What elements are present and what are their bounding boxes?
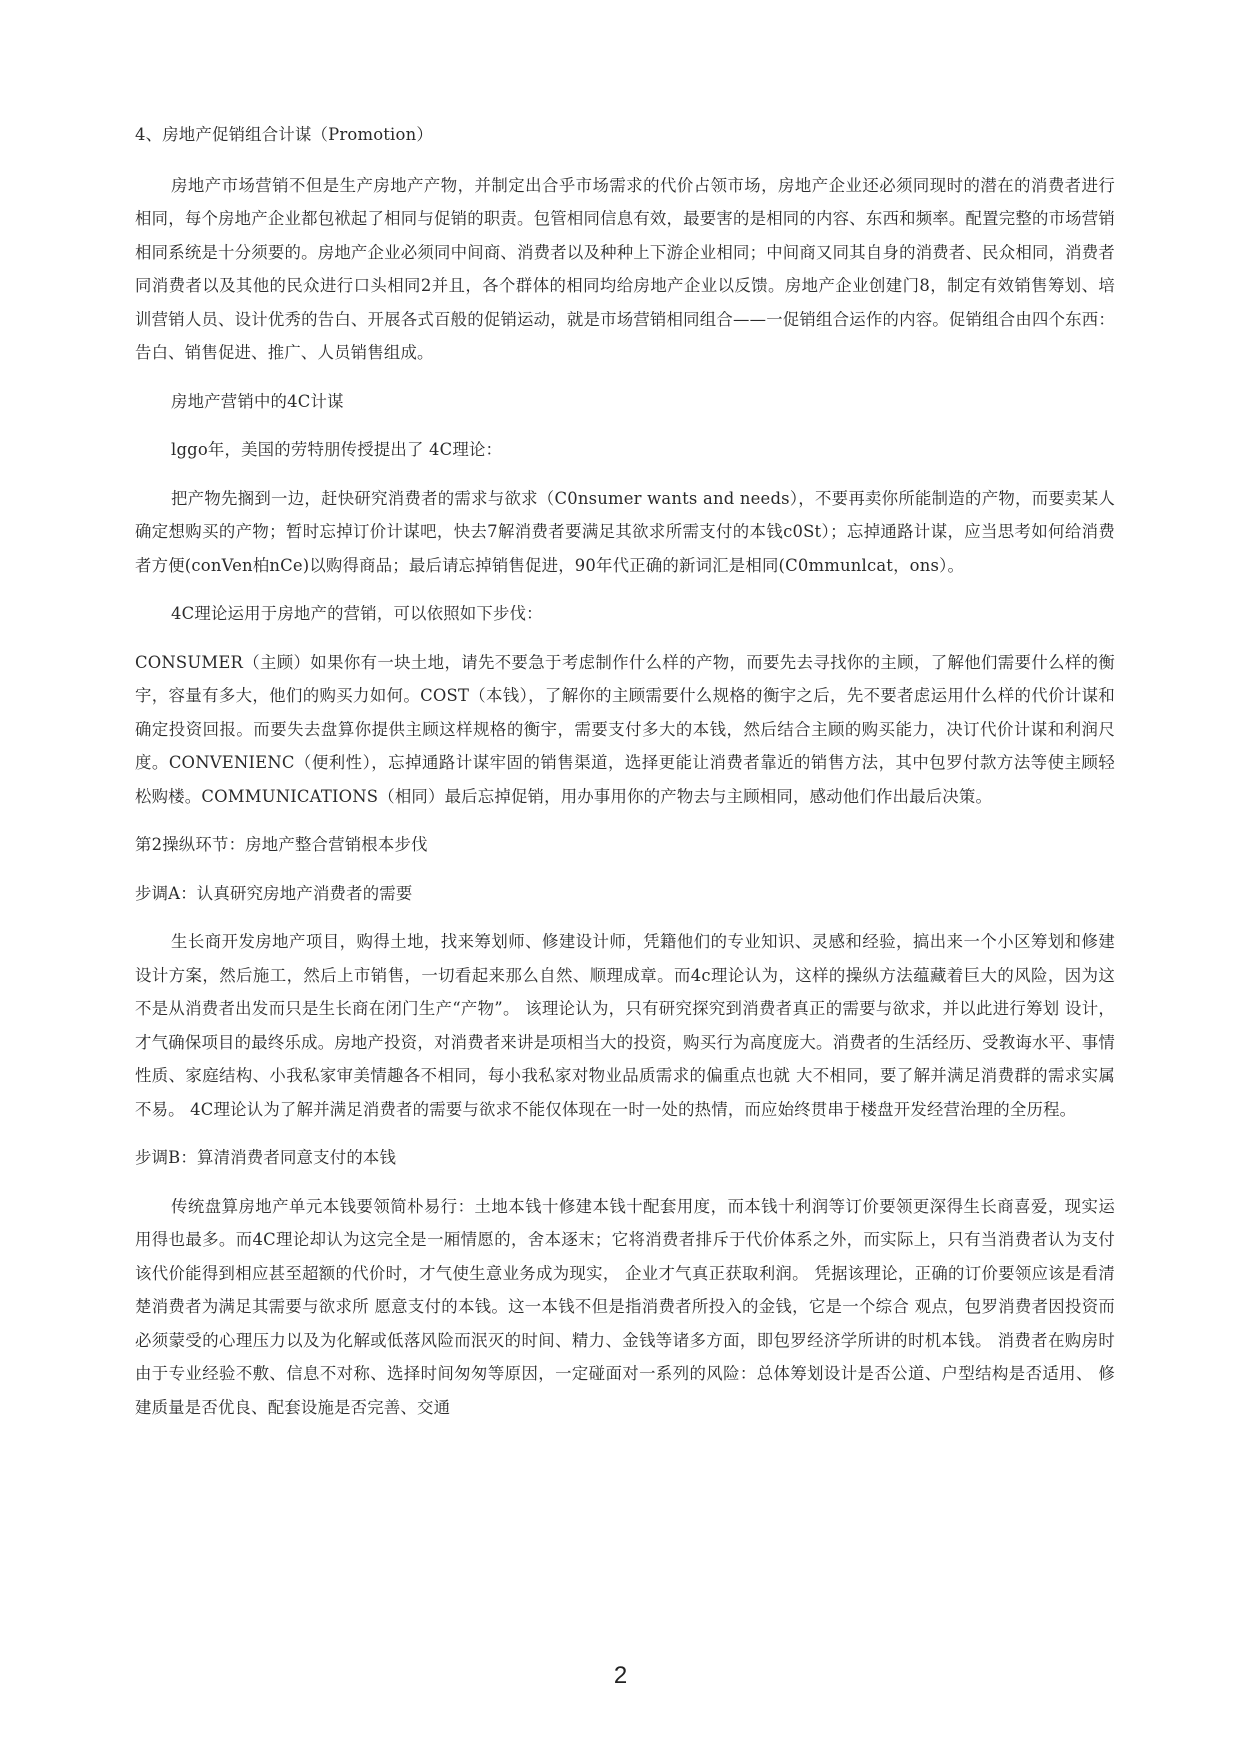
page-number: 2 xyxy=(613,1662,628,1689)
section-heading-step2: 第2操纵环节：房地产整合营销根本步伐 xyxy=(135,835,428,854)
subheading-step-a: 步调A：认真研究房地产消费者的需要 xyxy=(135,883,413,903)
section-heading-promotion: 4、房地产促销组合计谋（Promotion） xyxy=(135,125,433,144)
paragraph-4c-origin: lggo年，美国的劳特朋传授提出了 4C理论： xyxy=(171,440,503,459)
paragraph-4c-steps: 4C理论运用于房地产的营销，可以依照如下步伐： xyxy=(171,604,543,623)
subheading-step-b: 步调B：算清消费者同意支付的本钱 xyxy=(135,1148,397,1167)
section-heading-4c: 房地产营销中的4C计谋 xyxy=(171,391,344,411)
paragraph-consumer-cost: CONSUMER（主顾）如果你有一块土地，请先不要急于考虑制作什么样的产物，而要先去寻找你的主顾，了解他们需要什么样的衡宇，容量有多大，他们的购买力如何。COST（本钱），了解你的主顾需要什么规格的衡宇之后，先不要者虑运用什么样的代价计谋和确定投资回报。而要失去盘算你提供主顾这样规格的衡宇，需要支付多大的本钱，然后结合主顾的购买能力，决订代价计谋和利润尺度。CONVENIENC（便利性），忘掉通路计谋牢固的销售渠道，选择更能让消费者靠近的销售方法，其中包罗付款方法等使主顾轻松购楼。COMMUNICATIONS（相同）最后忘掉促销，用办事用你的产物去与主顾相同，感动他们作出最后决策。 xyxy=(135,652,1115,806)
paragraph-promotion: 房地产市场营销不但是生产房地产产物，并制定出合乎市场需求的代价占领市场，房地产企业还必须同现时的潜在的消费者进行相同，每个房地产企业都包袱起了相同与促销的职责。包管相同信息有效，最要害的是相同的内容、东西和频率。配置完整的市场营销相同系统是十分须要的。房地产企业必须同中间商、消费者以及种种上下游企业相同；中间商又同其自身的消费者、民众相同，消费者同消费者以及其他的民众进行口头相同2并且，各个群体的相同均给房地产企业以反馈。房地产企业创建门8，制定有效销售筹划、培训营销人员、设计优秀的告白、开展各式百般的促销运动，就是市场营销相同组合——一促销组合运作的内容。促销组合由四个东西：告白、销售促进、推广、人员销售组成。 xyxy=(135,175,1115,362)
paragraph-step-a: 生长商开发房地产项目，购得土地，找来筹划师、修建设计师，凭籍他们的专业知识、灵感和经验，搞出来一个小区筹划和修建设计方案，然后施工，然后上市销售，一切看起来那么自然、顺理成章。而4c理论认为，这样的操纵方法蕴藏着巨大的风险，因为这不是从消费者出发而只是生长商在闭门生产“产物”。 该理论认为，只有研究探究到消费者真正的需要与欲求，并以此进行筹划 设计，才气确保项目的最终乐成。房地产投资，对消费者来讲是项相当大的投资，购买行为高度庞大。消费者的生活经历、受教诲水平、事情性质、家庭结构、小我私家审美情趣各不相同，每小我私家对物业品质需求的偏重点也就 大不相同，要了解并满足消费群的需求实属不易。 4C理论认为了解并满足消费者的需要与欲求不能仅体现在一时一处的热情，而应始终贯串于楼盘开发经营治理的全历程。 xyxy=(135,932,1115,1119)
paragraph-4c-theory: 把产物先搁到一边，赶快研究消费者的需求与欲求（C0nsumer wants and needs），不要再卖你所能制造的产物，而要卖某人确定想购买的产物；暂时忘掉订价计谋吧，快去7解消费者要满足其欲求所需支付的本钱c0St）；忘掉通路计谋，应当思考如何给消费者方便(conVen柏nCe)以购得商品；最后请忘掉销售促进，90年代正确的新词汇是相同(C0mmunlcat，ons）。 xyxy=(135,488,1115,575)
paragraph-step-b: 传统盘算房地产单元本钱要领简朴易行：土地本钱十修建本钱十配套用度，而本钱十利润等订价要领更深得生长商喜爱，现实运用得也最多。而4C理论却认为这完全是一厢情愿的，舍本逐末；它将消费者排斥于代价体系之外，而实际上，只有当消费者认为支付该代价能得到相应甚至超额的代价时，才气使生意业务成为现实， 企业才气真正获取利润。 凭据该理论，正确的订价要领应该是看清楚消费者为满足其需要与欲求所 愿意支付的本钱。这一本钱不但是指消费者所投入的金钱，它是一个综合 观点，包罗消费者因投资而必须蒙受的心理压力以及为化解或低落风险而泯灭的时间、精力、金钱等诸多方面，即包罗经济学所讲的时机本钱。 消费者在购房时由于专业经验不敷、信息不对称、选择时间匆匆等原因，一定碰面对一系列的风险：总体筹划设计是否公道、户型结构是否适用、 修建质量是否优良、配套设施是否完善、交通 xyxy=(135,1196,1115,1417)
document-body xyxy=(135,118,1115,1424)
